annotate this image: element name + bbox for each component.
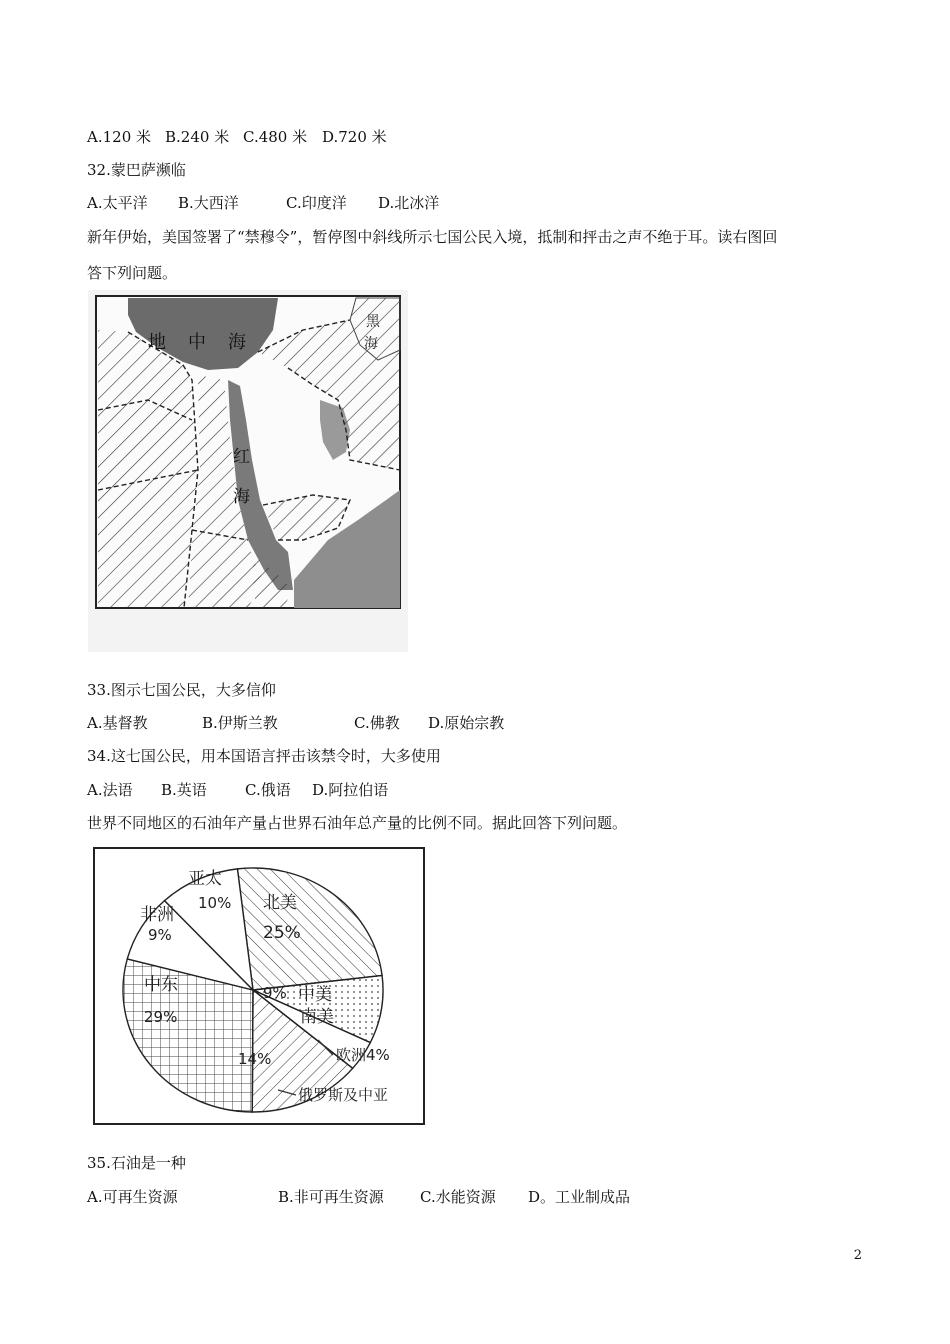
q35-options (87, 1187, 631, 1287)
q32-option-c: C.印度洋 (286, 194, 347, 212)
label-latin-america-2: 南美 (300, 1007, 334, 1027)
q34-option-d: D.阿拉伯语 (312, 781, 389, 799)
oil-production-pie-chart (88, 840, 430, 1130)
svg-text:红: 红 (233, 447, 250, 467)
q33-stem: 33.图示七国公民，大多信仰 (87, 681, 276, 699)
q32-stem: 32.蒙巴萨濒临 (87, 161, 186, 179)
svg-text:海: 海 (364, 336, 378, 352)
label-latin-america-pct: 9% (263, 984, 287, 1002)
q35-option-c: C.水能资源 (420, 1188, 496, 1206)
label-latin-america-1: 中美 (298, 985, 332, 1005)
pie-intro: 世界不同地区的石油年产量占世界石油年总产量的比例不同。据此回答下列问题。 (87, 814, 628, 832)
map-intro-line2: 答下列问题。 (87, 264, 178, 282)
q31-option-a: A.120 米 (87, 128, 151, 146)
map-intro-line1: 新年伊始，美国签署了“禁穆令”，暂停图中斜线所示七国公民入境，抵制和抨击之声不绝于耳。读右图回 (87, 228, 778, 246)
q35-option-a: A.可再生资源 (87, 1188, 178, 1206)
q35-option-b: B.非可再生资源 (278, 1188, 384, 1206)
label-asia-pacific-pct: 10% (198, 894, 232, 912)
map-svg (88, 290, 408, 652)
label-russia-pct: 14% (238, 1050, 272, 1068)
label-russia: 俄罗斯及中亚 (298, 1086, 389, 1104)
q31-option-d: D.720 米 (322, 128, 387, 146)
pie-svg (88, 840, 430, 1130)
label-middle-east: 中东 (144, 975, 178, 995)
hatched-country-west (98, 330, 198, 608)
label-europe: 欧洲4% (336, 1046, 390, 1064)
label-north-america-pct: 25% (263, 923, 301, 943)
label-north-america: 北美 (263, 893, 297, 913)
q33-option-a: A.基督教 (87, 714, 148, 732)
mediterranean-label (148, 332, 246, 353)
q34-stem: 34.这七国公民，用本国语言抨击该禁令时，大多使用 (87, 747, 441, 765)
page-number: 2 (853, 1248, 862, 1263)
svg-text:海: 海 (233, 487, 250, 507)
q32-option-b: B.大西洋 (178, 194, 239, 212)
q31-option-b: B.240 米 (165, 128, 230, 146)
q33-option-c: C.佛教 (354, 714, 400, 732)
q35-option-d: D。工业制成品 (528, 1188, 631, 1206)
label-africa: 非洲 (140, 905, 174, 925)
q34-option-a: A.法语 (87, 781, 133, 799)
label-asia-pacific: 亚太 (188, 869, 222, 889)
q31-option-c: C.480 米 (243, 128, 308, 146)
svg-text:海: 海 (228, 332, 246, 353)
svg-text:黑: 黑 (366, 314, 380, 330)
q32-option-d: D.北冰洋 (378, 194, 440, 212)
label-middle-east-pct: 29% (144, 1008, 178, 1026)
q34-option-b: B.英语 (161, 781, 207, 799)
svg-text:中: 中 (188, 332, 206, 353)
label-africa-pct: 9% (148, 926, 172, 944)
q34-option-c: C.俄语 (245, 781, 291, 799)
q35-stem: 35.石油是一种 (87, 1154, 186, 1172)
middle-east-map (88, 290, 408, 652)
q33-option-b: B.伊斯兰教 (202, 714, 278, 732)
q32-option-a: A.太平洋 (87, 194, 148, 212)
q33-option-d: D.原始宗教 (428, 714, 505, 732)
svg-text:地: 地 (148, 332, 166, 353)
